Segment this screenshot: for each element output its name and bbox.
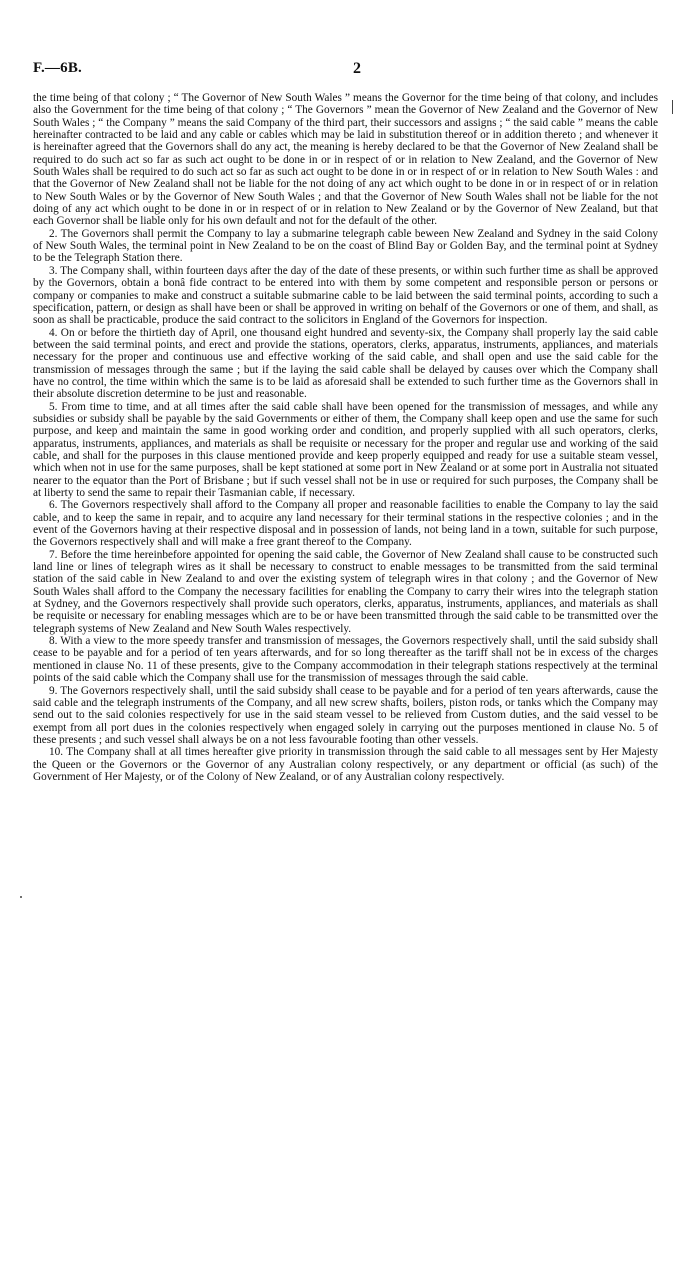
paragraph-clause-8: 8. With a view to the more speedy transfer and transmission of messages, the Governors respectively shall, until the said subsidy shall cease to be payable and for a period of ten years afterwards, and for so long thereafter as the tariff shall not be in excess of the charges mentioned in clause No. 11 of these presents, give to the Company accommodation in their telegraph stations respectively at the terminal points of the said cable which the Company shall use for the transmission of messages through the said cable. (33, 635, 658, 685)
paragraph-clause-4: 4. On or before the thirtieth day of April, one thousand eight hundred and seventy-six, the Company shall properly lay the said cable between the said terminal points, and erect and provide the stations, operators, clerks, apparatus, instruments, appliances, and materials necessary for the proper and continuous use and effective working of the said cable, and shall open and use the said cable for the transmission of messages through the same ; but if the laying the said cable shall be delayed by causes over which the Company shall have no control, the time within which the same is to be laid as aforesaid shall be extended to such further time as the Governors shall in their absolute discretion determine to be just and reasonable. (33, 326, 658, 401)
paragraph-clause-6: 6. The Governors respectively shall afford to the Company all proper and reasonable facilities to enable the Company to lay the said cable, and to keep the same in repair, and to acquire any land necessary for their terminal stations in the respective colonies ; and in the event of the Governors having at their respective disposal and in possession of lands, not being land in a town, suitable for such purpose, the Governors respectively shall and will make a free grant thereof to the Company. (33, 499, 658, 549)
margin-mark (672, 100, 673, 114)
document-id: F.—6B. (33, 60, 82, 76)
paragraph-clause-5: 5. From time to time, and at all times after the said cable shall have been opened for the transmission of messages, and while any subsidies or subsidy shall be payable by the said Governments or either of them, the Company shall keep open and use the same for such purpose, and keep and maintain the same in good working order and condition, and properly supplied with all such operators, clerks, apparatus, instruments, appliances, and materials as shall be requisite or necessary for the proper and regular use and working of the said cable, and shall for the purposes in this clause mentioned provide and keep properly equipped and ready for use a suitable steam vessel, which when not in use for the same purposes, shall be kept stationed at some port in New Zealand or at some port in Australia not situated nearer to the equator than the Port of Brisbane ; but if such vessel shall not be in use or required for such purposes, the Company shall be at liberty to send the same to repair their Tasmanian cable, if necessary. (33, 400, 658, 499)
paragraph-clause-10: 10. The Company shall at all times hereafter give priority in transmission through the said cable to all messages sent by Her Majesty the Queen or the Governors or the Governor of any Australian colony respectively, or any department or official (as such) of the Government of Her Majesty, or of the Colony of New Zealand, or of any Australian colony respectively. (33, 746, 658, 783)
margin-mark (20, 896, 22, 898)
paragraph-definitions: the time being of that colony ; “ The Governor of New South Wales ” means the Governor for the time being of that colony, and includes also the Government for the time being of that colony ; “ The Governors ” mean the Governor of New Zealand and the Governor of New South Wales ; “ the Company ” means the said Company of the third part, their successors and assigns ; “ the said cable ” means the cable hereinafter contracted to be laid and any cable or cables which may be laid in substitution thereof or in addition thereto ; and whenever it is hereinafter agreed that the Governors shall do any act, the meaning is hereby declared to be that the Governor of New Zealand shall be required to do such act so far as such act ought to be done in or in respect of or in relation to New Zealand, and the Governor of New South Wales shall be required to do such act so far as such act ought to be done in or in respect of or in relation to New South Wales : and that the Governor of New Zealand shall not be liable for the not doing of any act which ought to be done in or in respect of or in relation to New South Wales or by the Governor of New South Wales ; and that the Governor of New South Wales shall not be liable for the not doing of any act which ought to be done in or in respect of or in relation to New Zealand or by the Governor of New Zealand, but that each Governor shall be liable only for his own default and not for the default of the other. (33, 92, 658, 228)
paragraph-clause-7: 7. Before the time hereinbefore appointed for opening the said cable, the Governor of New Zealand shall cause to be constructed such land line or lines of telegraph wires as it shall be necessary to construct to enable messages to be transmitted from the said terminal station of the said cable in New Zealand to and over the existing system of telegraph wires in that colony ; and the Governor of New South Wales shall afford to the Company the necessary facilities for enabling the Company to carry their wires into the telegraph station at Sydney, and the Governors respectively shall provide such operators, clerks, apparatus, instruments, appliances, and materials as shall be requisite or necessary for enabling messages which are to be or have been transmitted through the said cable to be transmitted over the telegraph systems of New Zealand and New South Wales respectively. (33, 548, 658, 635)
paragraph-clause-3: 3. The Company shall, within fourteen days after the day of the date of these presents, or within such further time as shall be approved by the Governors, obtain a bonâ fide contract to be entered into with them by some competent and responsible person or persons or company or companies to make and construct a suitable submarine cable to be laid between the said terminal points, according to such a specification, pattern, or design as shall have been or shall be approved in writing on behalf of the Governors or one of them, and shall, as soon as shall be practicable, produce the said contract to the solicitors in England of the Governors for inspection. (33, 264, 658, 327)
page-number: 2 (353, 60, 361, 77)
page-header (33, 60, 667, 80)
paragraph-clause-2: 2. The Governors shall permit the Company to lay a submarine telegraph cable beween New Zealand and Sydney in the said Colony of New South Wales, the terminal point in New Zealand to be on the coast of Blind Bay or Golden Bay, and the terminal point at Sydney to be the Telegraph Station there. (33, 227, 658, 265)
paragraph-clause-9: 9. The Governors respectively shall, until the said subsidy shall cease to be payable and for a period of ten years afterwards, cause the said cable and the telegraph instruments of the Company, and all new screw shafts, boilers, piston rods, or tanks which the Company may send out to the said colonies respectively for use in the said steam vessel to be relieved from Custom duties, and the said vessel to be exempt from all port dues in the colonies respectively when engaged solely in carrying out the purposes mentioned in clause No. 5 of these presents ; and such vessel shall always be on a not less favourable footing than other vessels. (33, 684, 658, 746)
body-text (33, 92, 658, 783)
